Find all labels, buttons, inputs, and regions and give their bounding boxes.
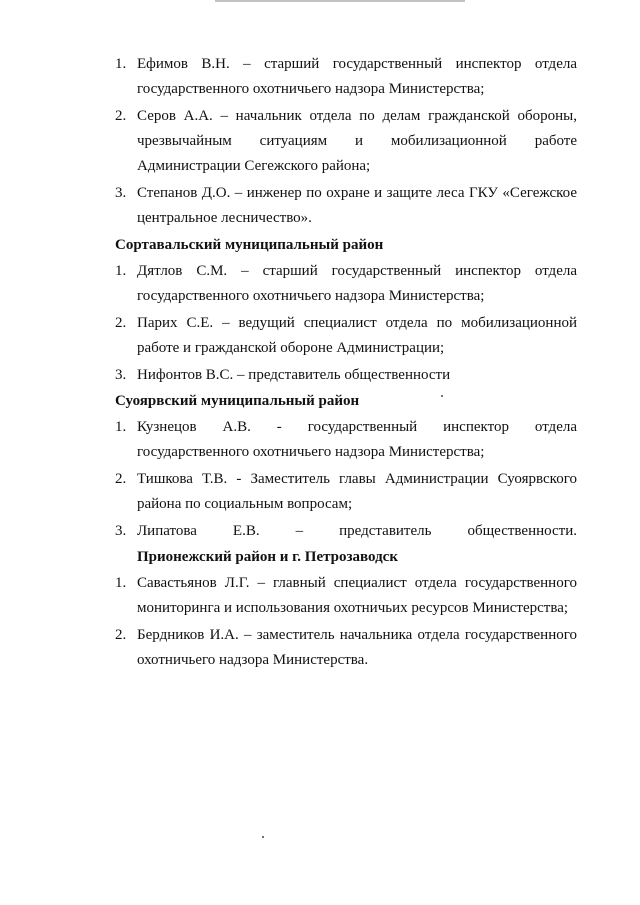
item-number: 1. [115,56,127,72]
item-text: Бердников И.А. – заместитель начальника отдела государственного охотничьего надзора Министерства. [137,627,577,668]
item-number: 2. [115,108,127,124]
section-heading: Сортавальский муниципальный район [115,237,384,253]
list-item [115,623,577,673]
list-item [115,415,577,465]
item-number: 3. [115,523,127,539]
item-number: 1. [115,419,127,435]
list-item [115,52,577,102]
item-text: Тишкова Т.В. - Заместитель главы Администрации Суоярвского района по социальным вопросам; [137,471,577,512]
section-heading: Суоярвский муниципальный район [115,393,360,409]
list-item [115,519,577,544]
list-item [115,104,577,179]
item-number: 2. [115,627,127,643]
item-text: Савастьянов Л.Г. – главный специалист отдела государственного мониторинга и использования охотничьих ресурсов Министерства; [137,575,577,616]
item-text: Нифонтов В.С. – представитель общественности [137,367,451,383]
list-item [115,571,577,621]
scan-edge-mark [215,0,465,2]
list-item [115,363,577,388]
item-text: Липатова Е.В. – представитель общественности. [137,523,577,539]
list-item [115,311,577,361]
list-item [115,259,577,309]
item-text: Ефимов В.Н. – старший государственный инспектор отдела государственного охотничьего надзора Министерства; [137,56,577,97]
item-number: 2. [115,471,127,487]
item-text: Кузнецов А.В. - государственный инспектор отдела государственного охотничьего надзора Министерства; [137,419,577,460]
scan-speck [441,395,443,397]
section-heading: Прионежский район и г. Петрозаводск [137,549,398,565]
list-item [115,181,577,231]
item-number: 1. [115,575,127,591]
item-text: Степанов Д.О. – инженер по охране и защите леса ГКУ «Сегежское центральное лесничество». [137,185,577,226]
item-text: Парих С.Е. – ведущий специалист отдела по мобилизационной работе и гражданской обороне Администрации; [137,315,577,356]
item-number: 3. [115,367,127,383]
item-text: Серов А.А. – начальник отдела по делам гражданской обороны, чрезвычайным ситуациям и мобилизационной работе Администрации Сегежского района; [137,108,577,174]
item-number: 2. [115,315,127,331]
item-number: 1. [115,263,127,279]
scan-speck [262,836,264,838]
item-text: Дятлов С.М. – старший государственный инспектор отдела государственного охотничьего надзора Министерства; [137,263,577,304]
item-number: 3. [115,185,127,201]
list-item [115,467,577,517]
